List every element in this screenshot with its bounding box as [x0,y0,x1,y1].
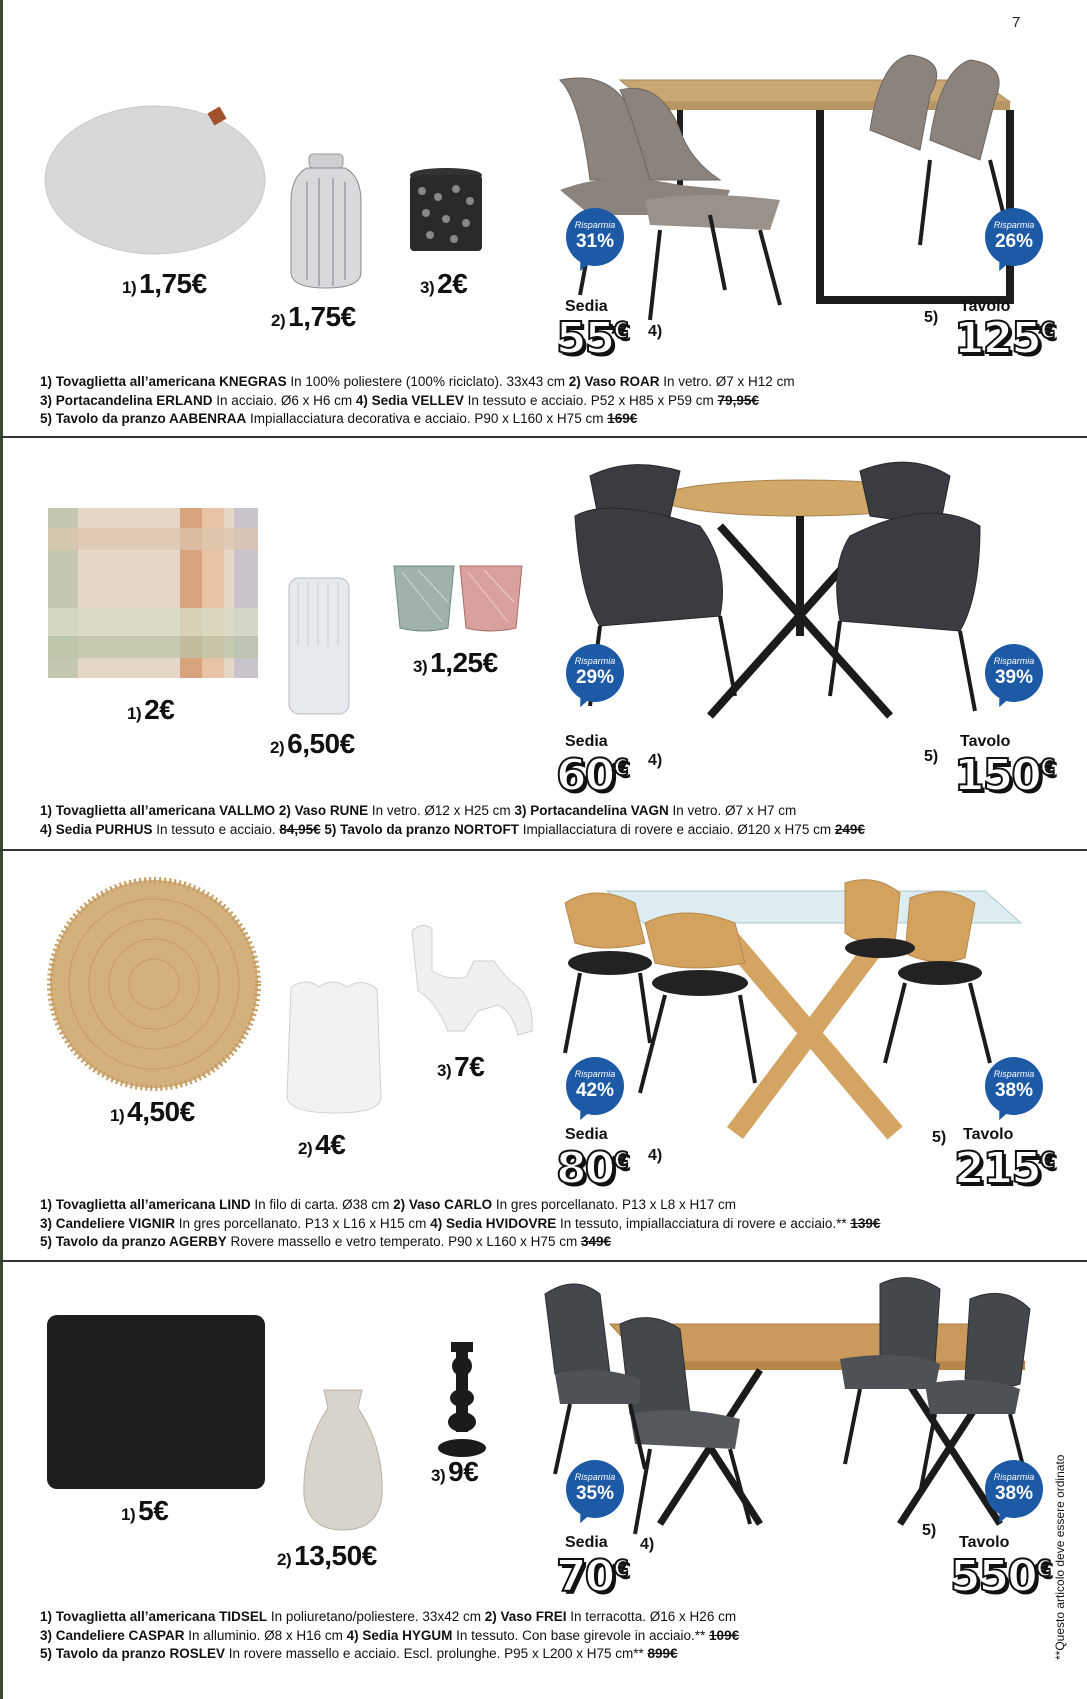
price-item-1: 1) 4,50€ [110,1096,195,1127]
vase-frei-image [298,1386,388,1532]
product-name: 4) Sedia HYGUM [346,1627,453,1643]
chair-label: Sedia [565,1126,608,1143]
old-price: 139€ [850,1215,881,1231]
description-line [40,1645,739,1664]
chair-price: 70€ [556,1551,627,1602]
price-item-3: 3) 1,25€ [413,647,498,678]
product-name: 3) Portacandelina VAGN [514,803,669,818]
product-details: In poliuretano/poliestere. 33x42 cm [267,1609,485,1624]
candle-holder-vignir-image [408,921,538,1037]
product-details: Impiallacciatura decorativa e acciaio. P90 x L160 x H75 cm [246,411,608,426]
savings-badge-table: Risparmia 38% [985,1460,1043,1526]
product-description [40,1608,739,1664]
table-item-number: 5) [932,1129,947,1146]
chair-label: Sedia [565,298,608,315]
product-name: 2) Vaso FREI [484,1609,567,1624]
description-line [40,410,795,429]
description-line [40,1608,739,1627]
price-item-3: 3) 9€ [431,1456,479,1487]
product-details: In tessuto, impiallacciatura di rovere e acciaio.** [556,1215,851,1231]
description-line [40,373,795,392]
placemat-vallmo-image [48,508,258,678]
vase-rune-image [286,576,352,716]
savings-badge-chair: Risparmia 42% [566,1057,624,1123]
table-item-number: 5) [924,748,939,765]
table-item-number: 5) [922,1522,937,1539]
candle-holder-erland-image [408,167,484,257]
savings-badge-table: Risparmia 38% [985,1057,1043,1123]
chair-item-number: 4) [648,1147,663,1164]
product-name: 1) Tovaglietta all’americana LIND [40,1197,251,1212]
price-item-2: 2) 1,75€ [271,301,356,332]
price-item-3: 3) 7€ [437,1051,485,1082]
dining-set-aabenraa-image [550,50,1040,320]
product-details: In vetro. Ø7 x H12 cm [659,374,795,389]
product-name: 4) Sedia VELLEV [355,392,464,408]
page-number: 7 [1012,14,1021,31]
product-details: In filo di carta. Ø38 cm [250,1197,394,1212]
product-name: 2) Vaso RUNE [278,803,369,818]
product-details: In terracotta. Ø16 x H26 cm [566,1609,737,1624]
chair-price: 60€ [556,750,627,801]
price-item-1: 1) 5€ [121,1495,169,1526]
product-details: Rovere massello e vetro temperato. P90 x L160 x H75 cm [226,1234,581,1249]
old-price: 249€ [834,821,865,837]
description-line [40,821,865,840]
product-name: 1) Tovaglietta all’americana KNEGRAS [40,374,287,389]
price-item-2: 2) 6,50€ [270,728,355,759]
placemat-lind-image [45,875,263,1093]
product-details: Impiallacciatura di rovere e acciaio. Ø120 x H75 cm [518,821,835,837]
price-item-1: 1) 2€ [127,694,175,725]
section-4 [0,1262,1087,1699]
placemat-knegras-image [44,105,266,255]
savings-badge-chair: Risparmia 35% [566,1460,624,1526]
description-line [40,1215,880,1234]
table-label: Tavolo [960,733,1011,750]
savings-badge-table: Risparmia 39% [985,644,1043,710]
dining-set-agerby-image [555,883,1035,1153]
product-name: 3) Portacandelina ERLAND [40,392,213,408]
vase-carlo-image [281,977,385,1117]
product-details: In rovere massello e acciaio. Escl. prolunghe. P95 x L200 x H75 cm** [225,1646,648,1661]
section-2 [0,438,1087,850]
product-details: In vetro. Ø7 x H7 cm [668,803,797,818]
product-description [40,802,865,839]
savings-badge-chair: Risparmia 29% [566,644,624,710]
section-3 [0,851,1087,1261]
product-details: In 100% poliestere (100% riciclato). 33x43 cm [286,374,569,389]
product-name: 2) Vaso CARLO [393,1197,493,1212]
old-price: 84,95€ [279,821,321,837]
product-details: In gres porcellanato. P13 x L8 x H17 cm [492,1197,737,1212]
product-details: In gres porcellanato. P13 x L16 x H15 cm [175,1215,431,1231]
table-label: Tavolo [960,298,1011,315]
chair-item-number: 4) [648,752,663,769]
product-description [40,373,795,429]
candle-holder-caspar-image [437,1340,487,1460]
table-label: Tavolo [959,1534,1010,1551]
product-description [40,1196,880,1252]
vase-roar-image [287,152,365,290]
chair-price: 80€ [556,1143,627,1194]
product-name: 4) Sedia HVIDOVRE [430,1215,557,1231]
product-name: 1) Tovaglietta all’americana TIDSEL [40,1609,268,1624]
chair-item-number: 4) [640,1536,655,1553]
price-item-1: 1) 1,75€ [122,268,207,299]
table-label: Tavolo [963,1126,1014,1143]
product-name: 5) Tavolo da pranzo AGERBY [40,1234,227,1249]
old-price: 79,95€ [717,392,759,408]
chair-label: Sedia [565,1534,608,1551]
old-price: 109€ [709,1627,740,1643]
product-details: In tessuto. Con base girevole in acciaio.** [452,1627,710,1643]
product-details: In alluminio. Ø8 x H16 cm [184,1627,347,1643]
product-name: 4) Sedia PURHUS [40,821,153,837]
old-price: 349€ [580,1234,611,1249]
product-name: 5) Tavolo da pranzo NORTOFT [324,821,519,837]
description-line [40,802,865,821]
product-details: In tessuto e acciaio. P52 x H85 x P59 cm [463,392,718,408]
old-price: 899€ [647,1646,678,1661]
price-item-3: 3) 2€ [420,268,468,299]
chair-item-number: 4) [648,323,663,340]
table-price: 150€ [954,750,1054,801]
description-line [40,1233,880,1252]
table-price: 215€ [954,1143,1054,1194]
description-line [40,1627,739,1646]
chair-price: 55€ [556,313,627,364]
price-item-2: 2) 4€ [298,1129,346,1160]
description-line [40,1196,880,1215]
savings-badge-chair: Risparmia 31% [566,208,624,274]
dining-set-nortoft-image [570,456,1020,746]
product-name: 5) Tavolo da pranzo ROSLEV [40,1646,226,1661]
placemat-tidsel-image [46,1314,266,1490]
old-price: 169€ [607,411,638,426]
product-details: In tessuto e acciaio. [152,821,280,837]
price-item-2: 2) 13,50€ [277,1540,377,1571]
section-1 [0,0,1087,437]
chair-label: Sedia [565,733,608,750]
product-details: In vetro. Ø12 x H25 cm [368,803,515,818]
table-price: 125€ [954,313,1054,364]
table-price: 550€ [950,1551,1050,1602]
product-details: In acciaio. Ø6 x H6 cm [212,392,356,408]
savings-badge-table: Risparmia 26% [985,208,1043,274]
product-name: 1) Tovaglietta all’americana VALLMO [40,803,276,818]
description-line [40,392,795,411]
product-name: 3) Candeliere VIGNIR [40,1215,176,1231]
table-item-number: 5) [924,309,939,326]
order-note: **Questo articolo deve essere ordinato [1053,1454,1067,1660]
product-name: 3) Candeliere CASPAR [40,1627,185,1643]
product-name: 2) Vaso ROAR [568,374,660,389]
candle-holders-vagn-image [392,562,524,634]
product-name: 5) Tavolo da pranzo AABENRAA [40,411,247,426]
